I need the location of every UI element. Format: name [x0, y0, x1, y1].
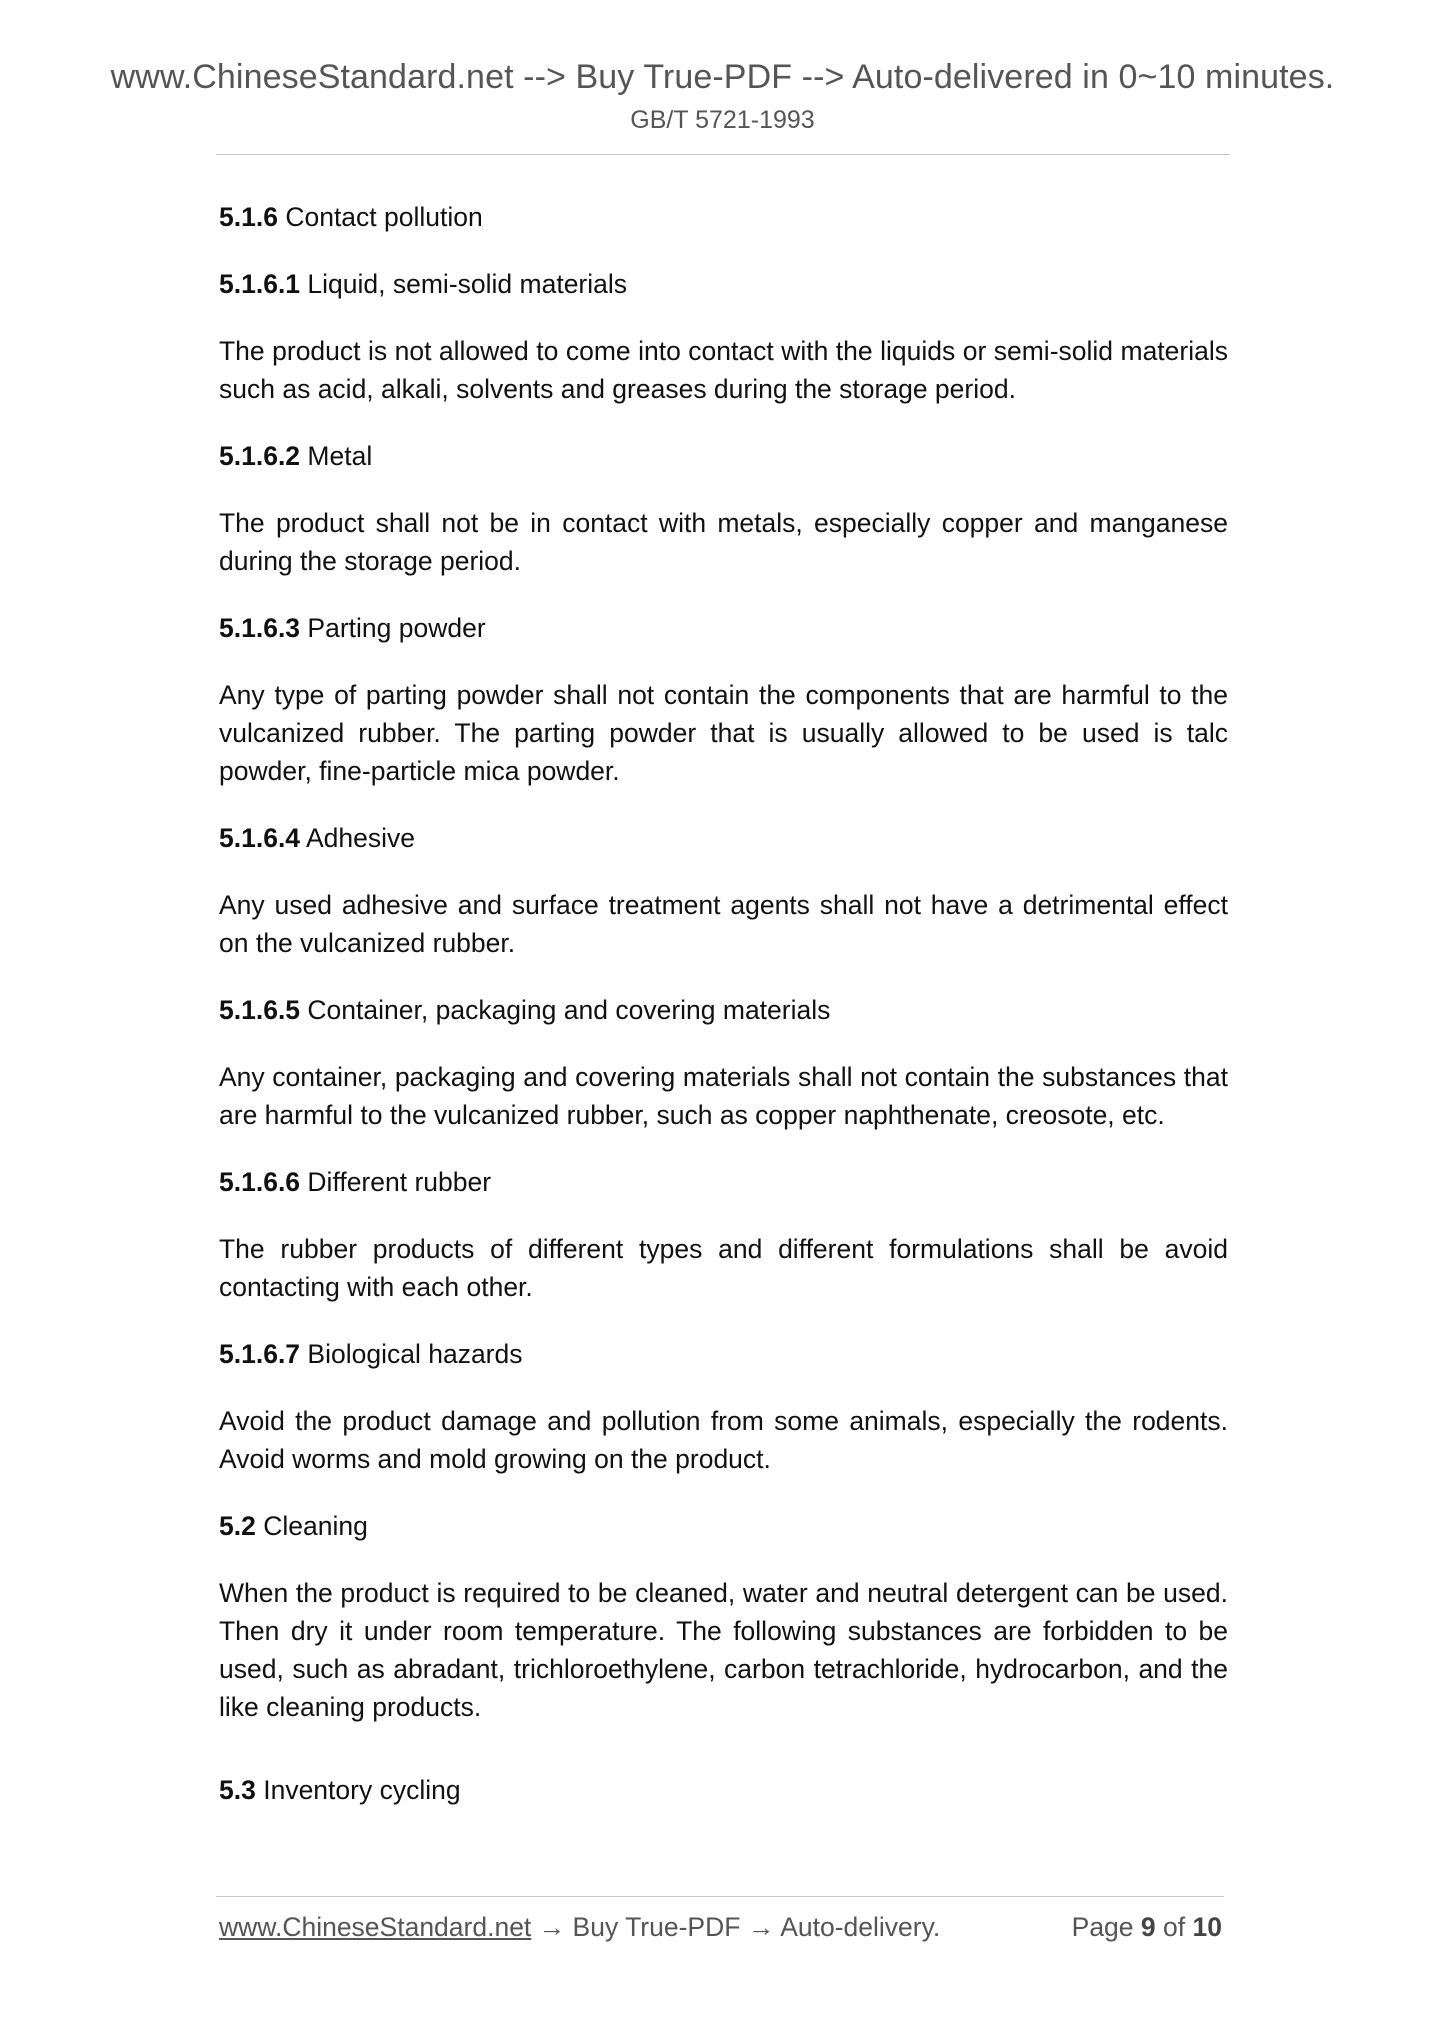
section-number: 5.1.6 [219, 202, 278, 232]
section-number: 5.1.6.5 [219, 995, 301, 1025]
section-title: Adhesive [305, 823, 415, 853]
page-total: 10 [1192, 1912, 1222, 1942]
section-heading [219, 198, 1228, 236]
section-number: 5.1.6.2 [219, 441, 301, 471]
page-label: Page [1071, 1912, 1134, 1942]
section-number: 5.1.6.6 [219, 1167, 301, 1197]
section-number: 5.2 [219, 1511, 256, 1541]
section-heading [219, 1163, 1228, 1201]
document-body [219, 198, 1228, 1838]
section-title: Inventory cycling [263, 1775, 461, 1805]
paragraph: The product shall not be in contact with metals, especially copper and manganese during the storage period. [219, 508, 1228, 576]
paragraph: Any used adhesive and surface treatment agents shall not have a detrimental effect on the vulcanized rubber. [219, 890, 1228, 958]
footer-divider [216, 1896, 1224, 1897]
of-label: of [1163, 1912, 1186, 1942]
section-title: Contact pollution [285, 202, 483, 232]
section-title: Metal [307, 441, 373, 471]
section-title: Different rubber [307, 1167, 492, 1197]
section-heading [219, 1507, 1228, 1545]
paragraph: Any container, packaging and covering materials shall not contain the substances that are harmful to the vulcanized rubber, such as copper naphthenate, creosote, etc. [219, 1062, 1228, 1130]
header-divider [216, 154, 1230, 155]
header-title: www.ChineseStandard.net --> Buy True-PDF --> Auto-delivered in 0~10 minutes. [110, 58, 1335, 96]
section-number: 5.1.6.4 [219, 823, 301, 853]
auto-delivery-text: Auto-delivery. [780, 1912, 941, 1942]
section-heading [219, 1335, 1228, 1373]
section-heading [219, 1771, 1228, 1809]
section-number: 5.3 [219, 1775, 256, 1805]
section-heading [219, 437, 1228, 475]
paragraph: Any type of parting powder shall not contain the components that are harmful to the vulcanized rubber. The parting powder that is usually allowed to be used is talc powder, fine-particle mica powder. [219, 680, 1228, 786]
paragraph: Avoid the product damage and pollution from some animals, especially the rodents. Avoid worms and mold growing on the product. [219, 1406, 1228, 1474]
standard-number: GB/T 5721-1993 [630, 106, 815, 134]
footer-promo [219, 1912, 940, 1943]
arrow-right-icon: → [538, 1912, 566, 1942]
section-number: 5.1.6.3 [219, 613, 301, 643]
section-heading [219, 265, 1228, 303]
arrow-right-icon: → [747, 1912, 775, 1942]
section-title: Parting powder [307, 613, 486, 643]
section-heading [219, 609, 1228, 647]
website-link[interactable]: www.ChineseStandard.net [219, 1912, 532, 1942]
section-heading [219, 819, 1228, 857]
page-indicator [1072, 1912, 1222, 1943]
section-title: Liquid, semi-solid materials [307, 269, 628, 299]
paragraph: When the product is required to be cleaned, water and neutral detergent can be used. Then dry it under room temperature. The following substances are forbidden to be used, such as abradant, trichloroethylene, carbon tetrachloride, hydrocarbon, and the like cleaning products. [219, 1578, 1228, 1722]
section-number: 5.1.6.7 [219, 1339, 301, 1369]
page-number: 9 [1140, 1912, 1156, 1942]
section-title: Cleaning [263, 1511, 368, 1541]
buy-pdf-text: Buy True-PDF [572, 1912, 741, 1942]
section-number: 5.1.6.1 [219, 269, 301, 299]
section-heading [219, 991, 1228, 1029]
paragraph: The product is not allowed to come into contact with the liquids or semi-solid materials such as acid, alkali, solvents and greases during the storage period. [219, 336, 1228, 404]
paragraph: The rubber products of different types and different formulations shall be avoid contacting with each other. [219, 1234, 1228, 1302]
section-title: Container, packaging and covering materials [307, 995, 831, 1025]
section-title: Biological hazards [307, 1339, 523, 1369]
